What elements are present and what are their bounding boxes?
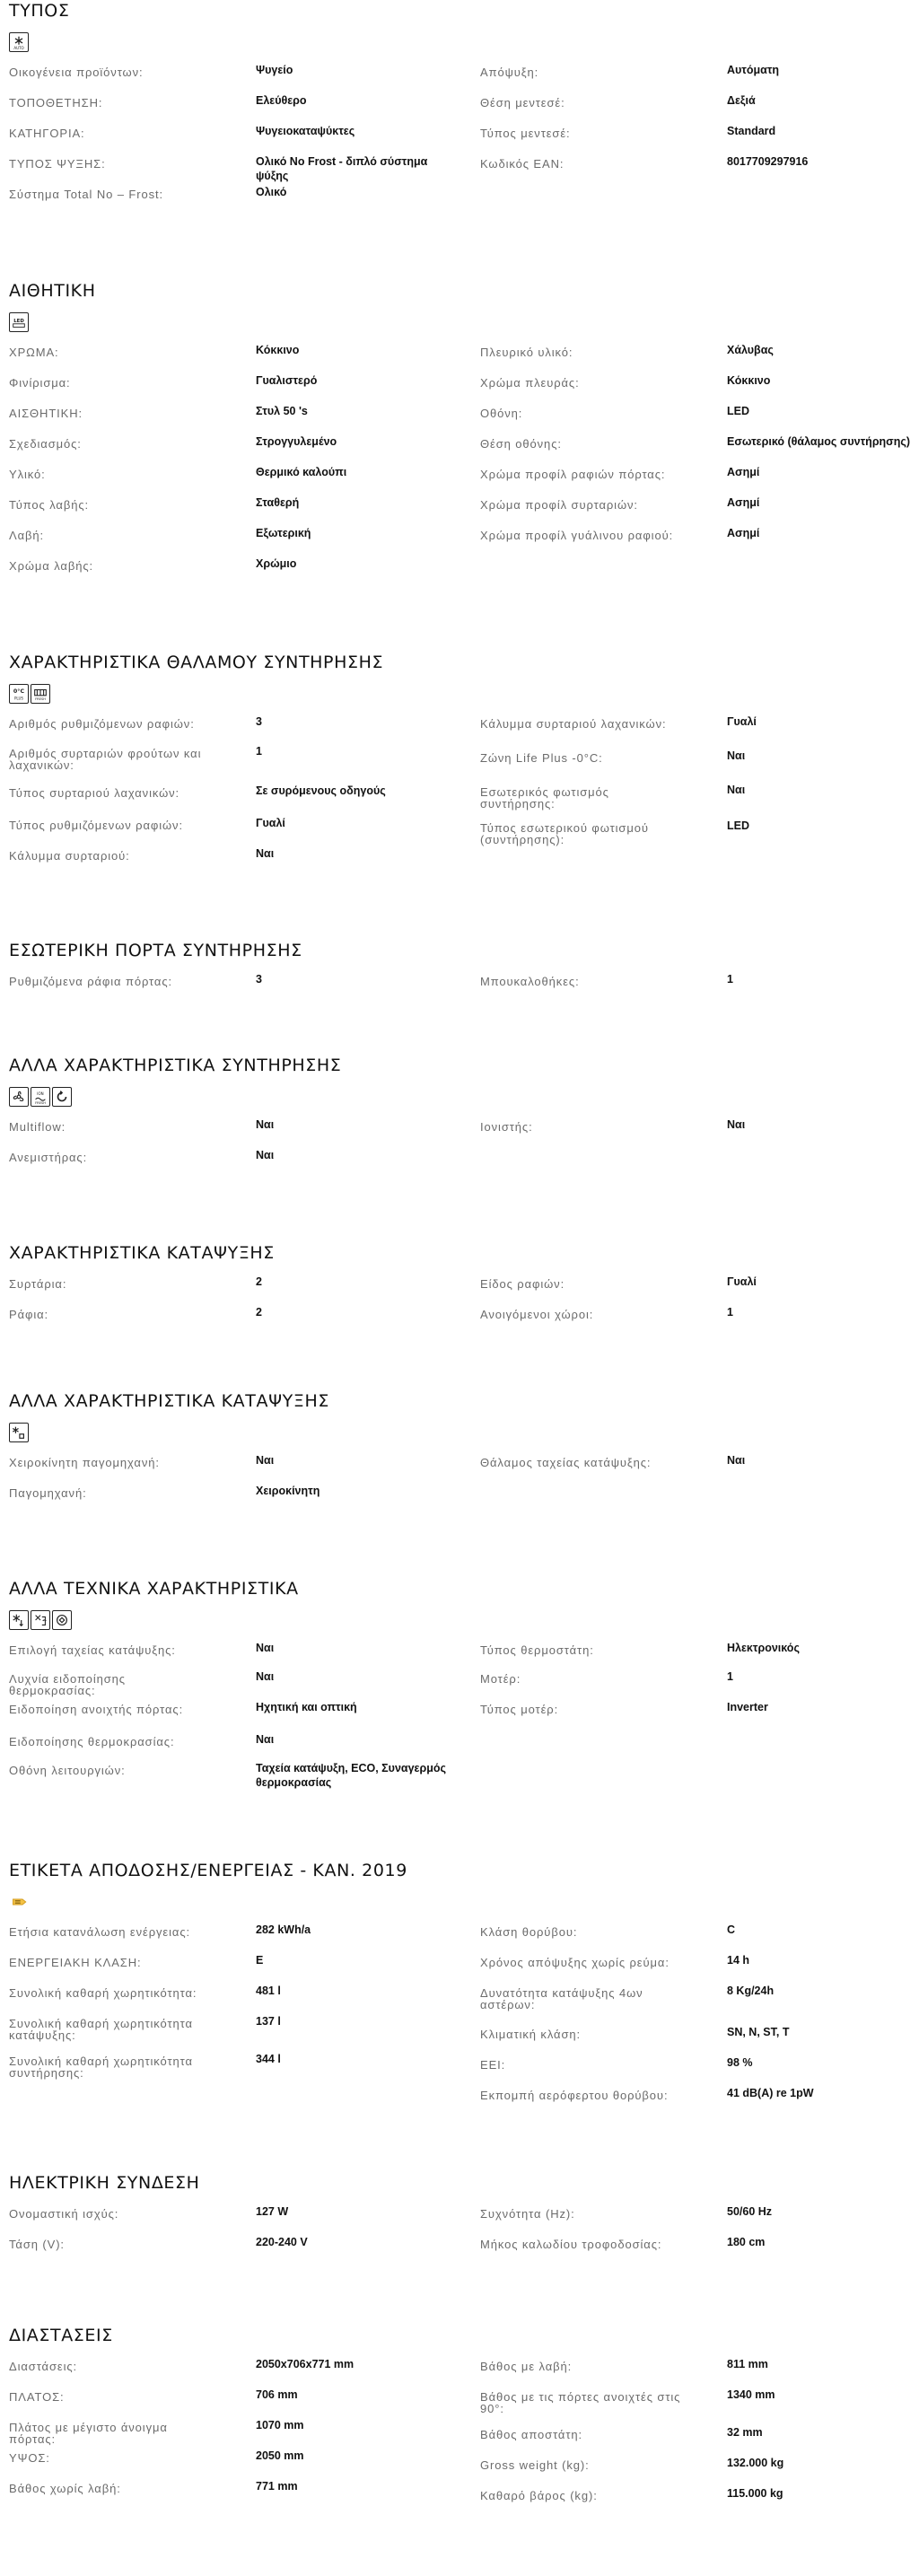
section-title: ΑΛΛΑ ΧΑΡΑΚΤΗΡΙΣΤΙΚΑ ΚΑΤΑΨΥΞΗΣ (9, 1391, 329, 1411)
spec-label: Χρώμα πλευράς: (480, 376, 580, 390)
spec-value: 137 l (256, 2015, 281, 2028)
spec-value: Ναι (256, 1118, 275, 1131)
spec-value: Κόκκινο (256, 344, 300, 356)
spec-section (0, 1390, 919, 1500)
spec-value: 344 l (256, 2053, 281, 2065)
svg-text:AUTO: AUTO (13, 46, 24, 50)
spec-value: Γυαλί (727, 1275, 757, 1288)
spec-value: Ναι (256, 1149, 275, 1161)
spec-value: 220-240 V (256, 2236, 308, 2248)
spec-label: Συρτάρια: (9, 1277, 67, 1291)
spec-label: Χρώμα λαβής: (9, 559, 94, 573)
spec-value: 127 W (256, 2205, 289, 2218)
spec-label: Ζώνη Life Plus -0°C: (480, 751, 603, 765)
spec-label: Τύπος λαβής: (9, 498, 90, 512)
spec-value: 1340 mm (727, 2388, 775, 2401)
spec-value: Ναι (727, 1118, 746, 1131)
spec-value: Γυαλί (256, 817, 285, 829)
spec-value: Κόκκινο (727, 374, 771, 387)
spec-value: Εξωτερική (256, 527, 311, 539)
multiflow-icon (52, 1087, 72, 1107)
spec-label: Κλάση θορύβου: (480, 1925, 578, 1939)
spec-label: Ρυθμιζόμενα ράφια πόρτας: (9, 975, 173, 988)
spec-value: 98 % (727, 2056, 753, 2069)
spec-value: Ασημί (727, 496, 760, 509)
spec-label: Συχνότητα (Hz): (480, 2207, 575, 2221)
spec-label: Βάθος χωρίς λαβή: (9, 2482, 121, 2495)
fast-freeze-icon (9, 1610, 29, 1630)
spec-value: Γυαλιστερό (256, 374, 318, 387)
spec-label: Ειδοποίηση ανοιχτής πόρτας: (9, 1703, 184, 1716)
spec-section (0, 1242, 919, 1321)
spec-value: Στρογγυλεμένο (256, 435, 337, 448)
spec-value: 3 (256, 973, 262, 986)
spec-section (0, 2325, 919, 2502)
spec-value: 811 mm (727, 2358, 768, 2370)
spec-value: Δεξιά (727, 94, 756, 107)
feature-icons (9, 32, 910, 54)
spec-label: Τύπος ρυθμιζόμενων ραφιών: (9, 819, 183, 832)
spec-label: EEI: (480, 2058, 506, 2072)
spec-label: Διαστάσεις: (9, 2360, 78, 2373)
spec-label: Χρόνος απόψυξης χωρίς ρεύμα: (480, 1956, 670, 1969)
spec-label: Υλικό: (9, 468, 46, 481)
spec-label: Αριθμός συρταριών φρούτων και λαχανικών: (9, 747, 202, 772)
spec-label: ΠΛΑΤΟΣ: (9, 2390, 65, 2404)
spec-label: Θέση μεντεσέ: (480, 96, 565, 110)
spec-label: Ονομαστική ισχύς: (9, 2207, 119, 2221)
spec-label: Λαβή: (9, 529, 45, 542)
spec-value: SN, N, ST, T (727, 2026, 790, 2038)
spec-label: Τύπος συρταριού λαχανικών: (9, 786, 180, 800)
spec-value: 8 Kg/24h (727, 1985, 775, 1997)
spec-value: Σταθερή (256, 496, 300, 509)
section-title: ΕΤΙΚΕΤΑ ΑΠΟΔΟΣΗΣ/ΕΝΕΡΓΕΙΑΣ - ΚΑΝ. 2019 (9, 1861, 407, 1880)
spec-value: 132.000 kg (727, 2457, 784, 2469)
led-display-icon (9, 312, 29, 332)
spec-value: Ναι (256, 1454, 275, 1467)
feature-icons (9, 312, 910, 334)
spec-label: Εκπομπή αερόφερτου θορύβου: (480, 2089, 669, 2102)
fan-icon (9, 1087, 29, 1107)
spec-label: Ιονιστής: (480, 1120, 533, 1134)
spec-value: Στυλ 50 's (256, 405, 308, 417)
spec-label: ΕΝΕΡΓΕΙΑΚΗ ΚΛΑΣΗ: (9, 1956, 142, 1969)
spec-label: Κωδικός EAN: (480, 157, 565, 171)
spec-label: Δυνατότητα κατάψυξης 4ων αστέρων: (480, 1986, 643, 2011)
ice-maker-icon (9, 1423, 29, 1442)
spec-value: Ναι (256, 1733, 275, 1746)
spec-label: Συνολική καθαρή χωρητικότητα συντήρησης: (9, 2055, 193, 2080)
section-title: ΧΑΡΑΚΤΗΡΙΣΤΙΚΑ ΚΑΤΑΨΥΞΗΣ (9, 1243, 275, 1263)
door-alarm-icon (31, 1610, 50, 1630)
snowflake-auto-icon (9, 32, 29, 52)
spec-section (0, 280, 919, 573)
spec-label: Θέση οθόνης: (480, 437, 562, 451)
spec-value: Ηχητική και οπτική (256, 1701, 357, 1713)
spec-label: Ανοιγόμενοι χώροι: (480, 1308, 594, 1321)
spec-value: Ναι (256, 1670, 275, 1683)
spec-value: 1 (256, 745, 262, 758)
spec-label: Παγομηχανή: (9, 1486, 87, 1500)
spec-value: Χάλυβας (727, 344, 774, 356)
spec-value: E (256, 1954, 264, 1967)
spec-value: Γυαλί (727, 715, 757, 728)
spec-label: Οικογένεια προϊόντων: (9, 66, 144, 79)
spec-value: 180 cm (727, 2236, 766, 2248)
spec-label: Τύπος μοτέρ: (480, 1703, 559, 1716)
spec-label: Τύπος θερμοστάτη: (480, 1643, 594, 1657)
section-title: ΗΛΕΚΤΡΙΚΗ ΣΥΝΔΕΣΗ (9, 2173, 200, 2193)
spec-value: 3 (256, 715, 262, 728)
spec-value: Ψυγείο (256, 64, 293, 76)
spec-label: Μπουκαλοθήκες: (480, 975, 580, 988)
spec-label: Βάθος με λαβή: (480, 2360, 573, 2373)
spec-label: Οθόνη: (480, 407, 523, 420)
spec-label: Τάση (V): (9, 2238, 65, 2251)
energy-label-icon (9, 1892, 31, 1912)
zero-degree-icon (9, 684, 29, 704)
spec-label: ΧΡΩΜΑ: (9, 346, 59, 359)
spec-label: Κάλυμμα συρταριού λαχανικών: (480, 717, 667, 731)
feature-icons (9, 1423, 910, 1444)
spec-label: Χειροκίνητη παγομηχανή: (9, 1456, 160, 1469)
spec-value: Ολικό (256, 186, 287, 198)
spec-label: Σχεδιασμός: (9, 437, 82, 451)
spec-value: Ασημί (727, 466, 760, 478)
spec-label: ΚΑΤΗΓΟΡΙΑ: (9, 127, 85, 140)
svg-text:PLUS: PLUS (14, 696, 23, 701)
spec-value: Ασημί (727, 527, 760, 539)
crisper-drawer-icon (31, 684, 50, 704)
spec-label: Ανεμιστήρας: (9, 1151, 88, 1164)
spec-label: Εσωτερικός φωτισμός συντήρησης: (480, 785, 609, 810)
spec-label: Gross weight (kg): (480, 2458, 590, 2472)
spec-value: 282 kWh/a (256, 1923, 311, 1936)
spec-label: Αριθμός ρυθμιζόμενων ραφιών: (9, 717, 195, 731)
spec-value: Ναι (727, 749, 746, 762)
spec-label: Βάθος με τις πόρτες ανοιχτές στις 90°: (480, 2390, 681, 2415)
spec-value: Ηλεκτρονικός (727, 1642, 800, 1654)
spec-label: Τύπος μεντεσέ: (480, 127, 571, 140)
spec-value: 1070 mm (256, 2419, 304, 2431)
spec-label: ΤΥΠΟΣ ΨΥΞΗΣ: (9, 157, 106, 171)
spec-section (0, 1860, 919, 2102)
section-title: ΑΛΛΑ ΧΑΡΑΚΤΗΡΙΣΤΙΚΑ ΣΥΝΤΗΡΗΣΗΣ (9, 1056, 342, 1075)
spec-value: 14 h (727, 1954, 750, 1967)
spec-value: Αυτόματη (727, 64, 780, 76)
section-title: ΤΥΠΟΣ (9, 1, 70, 21)
spec-label: Χρώμα προφίλ ραφιών πόρτας: (480, 468, 666, 481)
spec-label: Χρώμα προφίλ συρταριών: (480, 498, 638, 512)
spec-value: Ελεύθερο (256, 94, 307, 107)
spec-value: Ολικό No Frost - διπλό σύστημα ψύξης (256, 155, 428, 182)
spec-label: Θάλαμος ταχείας κατάψυξης: (480, 1456, 652, 1469)
svg-text:ION: ION (37, 1091, 44, 1097)
svg-text:0°C: 0°C (13, 688, 25, 696)
spec-label: Πλάτος με μέγιστο άνοιγμα πόρτας: (9, 2421, 168, 2446)
spec-value: 481 l (256, 1985, 281, 1997)
spec-label: Multiflow: (9, 1120, 66, 1134)
spec-value: Ναι (727, 1454, 746, 1467)
spec-value: 706 mm (256, 2388, 298, 2401)
spec-section (0, 1578, 919, 1789)
spec-section (0, 2172, 919, 2251)
spec-label: Κλιματική κλάση: (480, 2028, 582, 2041)
section-title: ΕΣΩΤΕΡΙΚΗ ΠΟΡΤΑ ΣΥΝΤΗΡΗΣΗΣ (9, 941, 302, 960)
spec-value: 2050x706x771 mm (256, 2358, 354, 2370)
spec-label: Επιλογή ταχείας κατάψυξης: (9, 1643, 176, 1657)
spec-value: Inverter (727, 1701, 768, 1713)
spec-label: Σύστημα Total No – Frost: (9, 188, 164, 201)
section-title: ΑΙΘΗΤΙΚΗ (9, 281, 96, 301)
spec-label: Συνολική καθαρή χωρητικότητα κατάψυξης: (9, 2017, 193, 2042)
spec-section (0, 652, 919, 863)
section-title: ΧΑΡΑΚΤΗΡΙΣΤΙΚΑ ΘΑΛΑΜΟΥ ΣΥΝΤΗΡΗΣΗΣ (9, 653, 384, 672)
spec-value: Ψυγειοκαταψύκτες (256, 125, 355, 137)
ionizer-icon (31, 1087, 50, 1107)
spec-value: 1 (727, 1670, 733, 1683)
spec-value: 115.000 kg (727, 2487, 783, 2500)
spec-value: 32 mm (727, 2426, 763, 2439)
spec-value: 50/60 Hz (727, 2205, 773, 2218)
inverter-icon (52, 1610, 72, 1630)
spec-label: Ετήσια κατανάλωση ενέργειας: (9, 1925, 190, 1939)
spec-label: Είδος ραφιών: (480, 1277, 565, 1291)
section-title: ΑΛΛΑ ΤΕΧΝΙΚΑ ΧΑΡΑΚΤΗΡΙΣΤΙΚΑ (9, 1579, 299, 1599)
spec-label: Λυχνία ειδοποίησης θερμοκρασίας: (9, 1672, 126, 1697)
spec-label: Φινίρισμα: (9, 376, 71, 390)
spec-value: 2 (256, 1306, 262, 1319)
feature-icons (9, 1087, 910, 1108)
svg-text:FRESH: FRESH (35, 697, 46, 702)
spec-value: Ταχεία κατάψυξη, ECO, Συναγερμός θερμοκρασίας (256, 1762, 446, 1789)
spec-value: C (727, 1923, 736, 1936)
spec-label: Οθόνη λειτουργιών: (9, 1764, 126, 1777)
spec-value: Χειροκίνητη (256, 1485, 320, 1497)
spec-label: Ράφια: (9, 1308, 49, 1321)
spec-label: Μοτέρ: (480, 1672, 521, 1686)
feature-icons (9, 1610, 910, 1632)
spec-value: 41 dB(A) re 1pW (727, 2087, 814, 2099)
spec-section (0, 0, 919, 201)
spec-value: Ναι (727, 784, 746, 796)
spec-label: Ειδοποίησης θερμοκρασίας: (9, 1735, 175, 1748)
spec-value: LED (727, 819, 749, 832)
spec-value: 1 (727, 1306, 733, 1319)
spec-value: Ναι (256, 847, 275, 860)
spec-label: Απόψυξη: (480, 66, 539, 79)
spec-label: Πλευρικό υλικό: (480, 346, 573, 359)
spec-value: Θερμικό καλούπι (256, 466, 347, 478)
section-title: ΔΙΑΣΤΑΣΕΙΣ (9, 2326, 113, 2345)
feature-icons (9, 1892, 910, 1914)
spec-value: 2050 mm (256, 2449, 304, 2462)
spec-label: Κάλυμμα συρταριού: (9, 849, 130, 863)
spec-value: 1 (727, 973, 733, 986)
spec-value: 771 mm (256, 2480, 298, 2493)
spec-section (0, 1055, 919, 1164)
spec-label: Βάθος αποστάτη: (480, 2428, 583, 2441)
spec-section (0, 940, 919, 988)
spec-label: Μήκος καλωδίου τροφοδοσίας: (480, 2238, 662, 2251)
spec-label: Καθαρό βάρος (kg): (480, 2489, 598, 2502)
spec-label: Τύπος εσωτερικού φωτισμού (συντήρησης): (480, 821, 649, 846)
spec-label: Χρώμα προφίλ γυάλινου ραφιού: (480, 529, 674, 542)
spec-label: ΥΨΟΣ: (9, 2451, 50, 2465)
svg-text:FRESH: FRESH (35, 1101, 46, 1105)
spec-value: 2 (256, 1275, 262, 1288)
spec-value: Standard (727, 125, 776, 137)
spec-label: Συνολική καθαρή χωρητικότητα: (9, 1986, 197, 2000)
feature-icons (9, 684, 910, 705)
spec-value: LED (727, 405, 749, 417)
spec-value: Ναι (256, 1642, 275, 1654)
spec-label: ΑΙΣΘΗΤΙΚΗ: (9, 407, 83, 420)
svg-text:LED: LED (13, 319, 24, 324)
spec-label: ΤΟΠΟΘΕΤΗΣΗ: (9, 96, 103, 110)
spec-value: Χρώμιο (256, 557, 297, 570)
spec-value: Σε συρόμενους οδηγούς (256, 784, 386, 797)
spec-value: Εσωτερικό (θάλαμος συντήρησης) (727, 435, 911, 448)
spec-value: 8017709297916 (727, 155, 809, 168)
